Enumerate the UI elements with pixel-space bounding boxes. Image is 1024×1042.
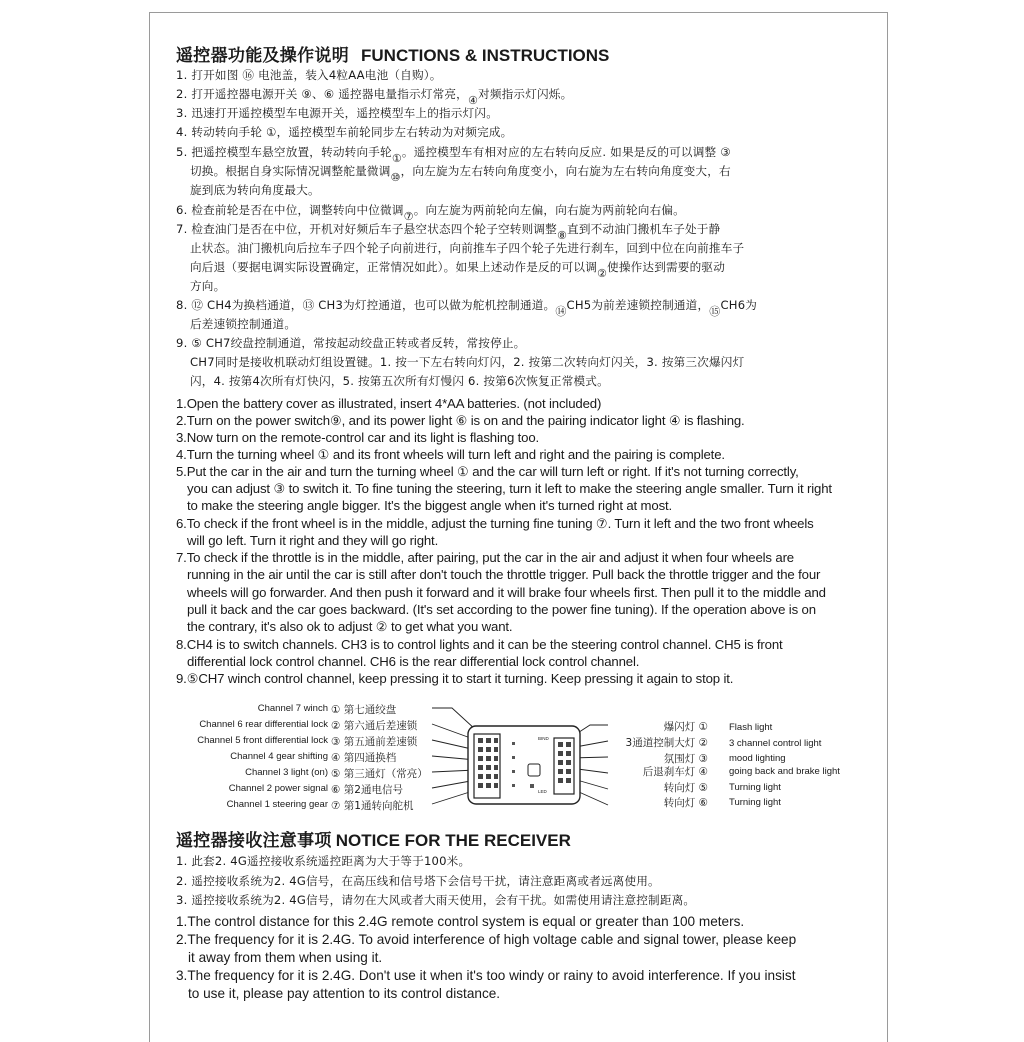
left-cn-3: ③ 第五通前差速锁 — [331, 736, 418, 748]
left-cn-4: ④ 第四通换档 — [331, 752, 397, 764]
receiver-en-1: 1.The control distance for this 2.4G remote control system is equal or greater than 100 meters. — [176, 914, 745, 929]
cn-line-7: 旋到底为转向角度最大。 — [190, 183, 320, 197]
cn-line-12: 方向。 — [190, 279, 226, 293]
en-line-13: pull it back and the car goes backward. (It's set according to the power fine tuning). If the operation above is on — [187, 602, 816, 617]
cn-line-1: 1. 打开如图 ⑯ 电池盖，装入4粒AA电池（自购）。 — [176, 68, 442, 82]
cn-line-16: CH7同时是接收机联动灯组设置键。1. 按一下左右转向灯闪，2. 按第二次转向灯闪关，3. 按第三次爆闪灯 — [190, 355, 745, 369]
en-line-7: to make the steering angle bigger. It's the biggest angle when it's turned right at most. — [187, 498, 673, 513]
right-en-6: Turning light — [729, 797, 781, 808]
receiver-en-3: it away from them when using it. — [188, 950, 383, 965]
en-line-2: 2.Turn on the power switch⑨, and its power light ⑥ is on and the pairing indicator light ④ is flashing. — [176, 413, 745, 428]
en-line-4: 4.Turn the turning wheel ① and its front wheels will turn left and right and the pairing is complete. — [176, 447, 725, 462]
right-en-4: going back and brake light — [729, 766, 840, 777]
cn-line-3: 3. 迅速打开遥控模型车电源开关，遥控模型车上的指示灯闪。 — [176, 106, 498, 120]
cn-line-4: 4. 转动转向手轮 ①，遥控模型车前轮同步左右转动为对频完成。 — [176, 125, 513, 139]
cn-line-6: 切换。根据自身实际情况调整舵量微调⑩，向左旋为左右转向角度变小，向右旋为左右转向角度变大，右 — [190, 164, 731, 184]
receiver-en-4: 3.The frequency for it is 2.4G. Don't use it when it's too windy or rainy to avoid interference. If you insist — [176, 968, 796, 983]
receiver-cn-1: 1. 此套2. 4G遥控接收系统遥控距离为大于等于100米。 — [176, 854, 471, 868]
en-line-17: 9.⑤CH7 winch control channel, keep pressing it to start it turning. Keep pressing it again to stop it. — [176, 671, 734, 686]
receiver-en-2: 2.The frequency for it is 2.4G. To avoid interference of high voltage cable and signal tower, please keep — [176, 932, 797, 947]
left-cn-5: ⑤ 第三通灯（常亮） — [331, 768, 428, 780]
board-bind-label: BIND — [538, 736, 549, 741]
en-line-9: will go left. Turn it right and they will go right. — [187, 533, 439, 548]
receiver-title-en: NOTICE FOR THE RECEIVER — [335, 831, 571, 850]
functions-title-en: FUNCTIONS & INSTRUCTIONS — [361, 46, 610, 65]
cn-line-2: 2. 打开遥控器电源开关 ⑨、⑥ 遥控器电量指示灯常亮，④对频指示灯闪烁。 — [176, 87, 573, 107]
receiver-title — [176, 826, 571, 851]
receiver-title-cn: 遥控器接收注意事项 — [176, 831, 332, 851]
en-line-16: differential lock control channel. CH6 is the rear differential lock control channel. — [187, 654, 640, 669]
en-line-14: the contrary, it's also ok to adjust ② to get what you want. — [187, 619, 513, 634]
right-en-1: Flash light — [729, 722, 773, 733]
en-line-5: 5.Put the car in the air and turn the turning wheel ① and the car will turn left or right. If it's not turning correctly, — [176, 464, 799, 479]
board-led-label: LED — [538, 789, 547, 794]
cn-line-17: 闪，4. 按第4次所有灯快闪，5. 按第五次所有灯慢闪 6. 按第6次恢复正常模式。 — [190, 374, 609, 388]
cn-line-13: 8. ⑫ CH4为换档通道，⑬ CH3为灯控通道，也可以做为舵机控制通道。⑭CH5为前差速锁控制通道，⑮CH6为 — [176, 298, 758, 318]
en-line-15: 8.CH4 is to switch channels. CH3 is to control lights and it can be the steering control channel. CH5 is front — [176, 637, 783, 652]
left-cn-7: ⑦ 第1通转向舵机 — [331, 800, 414, 812]
cn-line-15: 9. ⑤ CH7绞盘控制通道，常按起动绞盘正转或者反转，常按停止。 — [176, 336, 526, 350]
cn-line-14: 后差速锁控制通道。 — [190, 317, 297, 331]
en-line-3: 3.Now turn on the remote-control car and its light is flashing too. — [176, 430, 540, 445]
right-en-5: Turning light — [729, 782, 781, 793]
en-line-12: wheels will go forwarder. And then push it forward and it will brake four wheels first. Then pull it to the middle and — [187, 585, 826, 600]
en-line-11: running in the air until the car is still after don't touch the throttle trigger. Pull back the throttle trigger and the four — [187, 567, 821, 582]
receiver-board-graphic — [430, 700, 610, 812]
receiver-cn-2: 2. 遥控接收系统为2. 4G信号，在高压线和信号塔下会信号干扰，请注意距离或者远离使用。 — [176, 874, 660, 888]
left-cn-2: ② 第六通后差速锁 — [331, 720, 418, 732]
receiver-en-5: to use it, please pay attention to its control distance. — [188, 986, 501, 1001]
functions-title — [176, 41, 609, 66]
en-line-8: 6.To check if the front wheel is in the middle, adjust the turning fine tuning ⑦. Turn it left and the two front wheels — [176, 516, 814, 531]
en-line-6: you can adjust ③ to switch it. To fine tuning the steering, turn it left to make the steering angle smaller. Turn it right — [187, 481, 832, 496]
en-line-1: 1.Open the battery cover as illustrated, insert 4*AA batteries. (not included) — [176, 396, 602, 411]
cn-line-10: 止状态。油门搬机向后拉车子四个轮子向前进行，向前推车子四个轮子先进行刹车，回到中位在向前推车子 — [190, 241, 745, 255]
right-en-2: 3 channel control light — [729, 738, 822, 749]
receiver-cn-3: 3. 遥控接收系统为2. 4G信号，请勿在大风或者大雨天使用，会有干扰。如需使用请注意控制距离。 — [176, 893, 696, 907]
left-cn-6: ⑥ 第2通电信号 — [331, 784, 403, 796]
right-en-3: mood lighting — [729, 753, 786, 764]
cn-line-8: 6. 检查前轮是否在中位，调整转向中位微调⑦。向左旋为两前轮向左偏，向右旋为两前轮向右偏。 — [176, 203, 685, 223]
left-cn-1: ① 第七通绞盘 — [331, 704, 397, 716]
cn-line-9: 7. 检查油门是否在中位，开机对好频后车子悬空状态四个轮子空转则调整⑧直到不动油门搬机车子处于静 — [176, 222, 721, 242]
cn-line-11: 向后退（要据电调实际设置确定，正常情况如此）。如果上述动作是反的可以调②使操作达到需要的驱动 — [190, 260, 725, 280]
functions-title-cn: 遥控器功能及操作说明 — [176, 46, 349, 66]
en-line-10: 7.To check if the throttle is in the middle, after pairing, put the car in the air and adjust it when four wheels are — [176, 550, 794, 565]
cn-line-5: 5. 把遥控模型车悬空放置，转动转向手轮①。遥控模型车有相对应的左右转向反应. 如果是反的可以调整 ③ — [176, 145, 731, 165]
